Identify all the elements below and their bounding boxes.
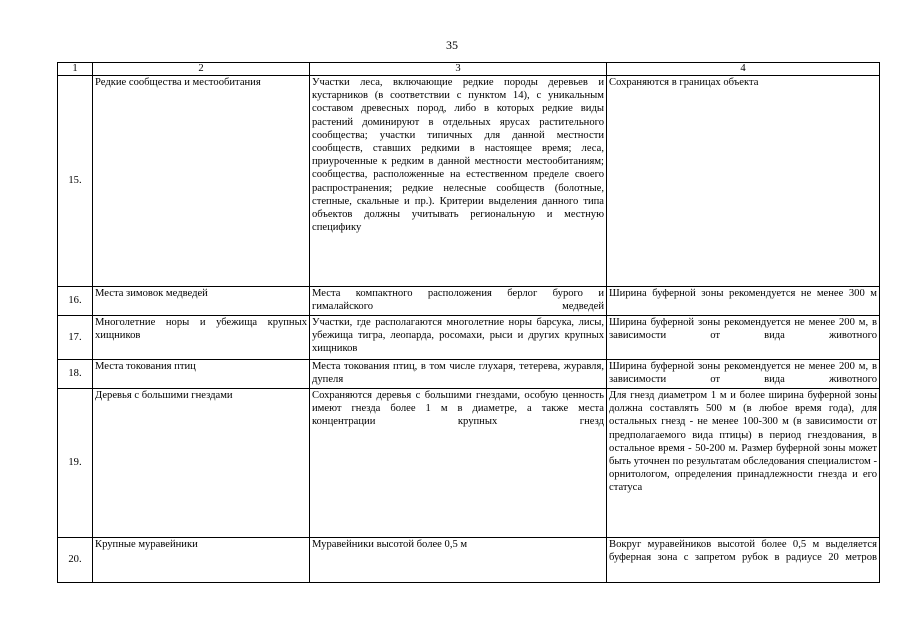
row-number: 17. [58,316,93,360]
description-cell: Муравейники высотой более 0,5 м [310,538,607,583]
table-row [58,316,880,360]
table-row [58,76,880,287]
column-header: 1 [58,63,93,76]
column-header: 2 [93,63,310,76]
measure-cell: Ширина буферной зоны рекомендуется не менее 200 м, в зависимости от вида животного [607,316,880,360]
object-name-cell: Места токования птиц [93,360,310,389]
object-name-cell: Редкие сообщества и местообитания [93,76,310,287]
description-cell: Места компактного расположения берлог бурого и гималайского медведей [310,287,607,316]
page-number: 35 [446,38,458,52]
table-row [58,360,880,389]
measure-cell: Ширина буферной зоны рекомендуется не менее 200 м, в зависимости от вида животного [607,360,880,389]
document-table [57,62,880,583]
table-row [58,389,880,538]
column-header: 4 [607,63,880,76]
description-cell: Сохраняются деревья с большими гнездами, особую ценность имеют гнезда более 1 м в диаметре, а также места концентрации крупных гнезд [310,389,607,538]
row-number: 20. [58,538,93,583]
description-cell: Участки леса, включающие редкие породы деревьев и кустарников (в соответствии с пунктом 14), с уникальным составом древесных пород, либо в которых редкие виды растений доминируют в отдельных ярусах растительного сообщества; участки типичных для данной местности сообществ, ставших редкими в настоящее время; леса, приуроченные к редким в данной местности местообитаниям; сообщества, расположенные на естественном пределе своего распространения; редкие нелесные сообществ (болотные, степные, скальные и пр.). Критерии выделения данного типа объектов должны учитывать региональную и местную специфику [310,76,607,287]
object-name-cell: Крупные муравейники [93,538,310,583]
object-name-cell: Многолетние норы и убежища крупных хищников [93,316,310,360]
description-cell: Места токования птиц, в том числе глухаря, тетерева, журавля, дупеля [310,360,607,389]
object-name-cell: Места зимовок медведей [93,287,310,316]
description-cell: Участки, где располагаются многолетние норы барсука, лисы, убежища тигра, леопарда, росомахи, рыси и других крупных хищников [310,316,607,360]
row-number: 19. [58,389,93,538]
row-number: 16. [58,287,93,316]
object-name-cell: Деревья с большими гнездами [93,389,310,538]
measure-cell: Ширина буферной зоны рекомендуется не менее 300 м [607,287,880,316]
table-header-row [58,63,880,76]
table-row [58,538,880,583]
measure-cell: Сохраняются в границах объекта [607,76,880,287]
measure-cell: Для гнезд диаметром 1 м и более ширина буферной зоны должна составлять 500 м (в любое время года), для остальных гнезд - не менее 100-300 м (в зависимости от предполагаемого вида птицы) в период гнездования, в остальное время - 50-200 м. Размер буферной зоны может быть уточнен по результатам обследования специалистом - орнитологом, определения принадлежности гнезда и его статуса [607,389,880,538]
table-row [58,287,880,316]
row-number: 18. [58,360,93,389]
row-number: 15. [58,76,93,287]
measure-cell: Вокруг муравейников высотой более 0,5 м выделяется буферная зона с запретом рубок в радиусе 20 метров [607,538,880,583]
column-header: 3 [310,63,607,76]
